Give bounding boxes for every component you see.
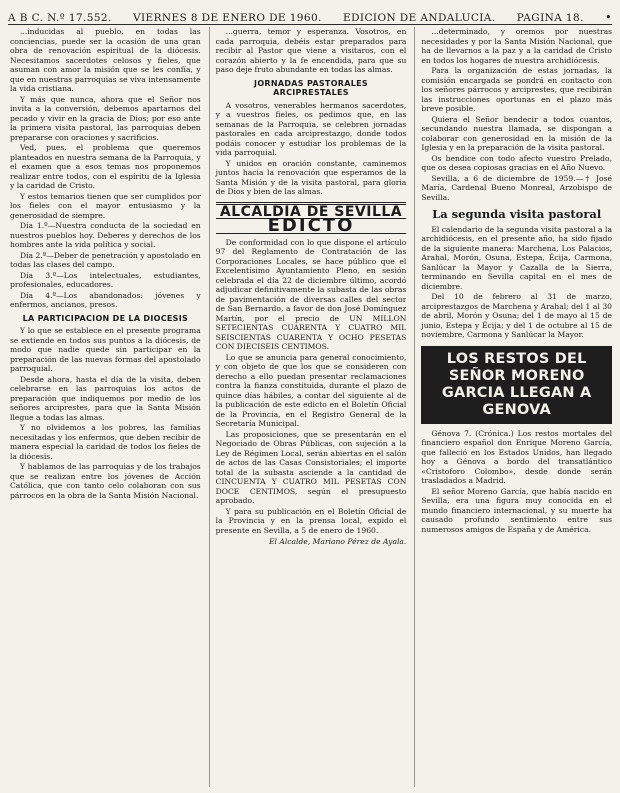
paragraph: Día 3.º—Los intelectuales, estudiantes, profesionales, educadores. [10, 270, 201, 289]
news-headline-banner: LOS RESTOS DEL SEÑOR MORENO GARCIA LLEGAN A GENOVA [421, 346, 612, 424]
paragraph: Y lo que se establece en el presente programa se extiende en todos sus puntos a la diócesis, de modo que nadie quede sin participar en la preparación de las nuevas formas del apostolado parroquial. [10, 326, 201, 373]
column-1 [10, 27, 201, 787]
column-3 [414, 27, 612, 787]
section-subhead: LA PARTICIPACION DE LA DIOCESIS [22, 313, 189, 323]
paragraph: Y no olvidemos a los pobres, las familias necesitadas y los enfermos, que deben recibir de manera especial la caridad de todos los fieles de la diócesis. [10, 423, 201, 461]
article-headline: La segunda visita pastoral [432, 207, 602, 221]
header-date: VIERNES 8 DE ENERO DE 1960. [132, 12, 322, 24]
paragraph: Y más que nunca, ahora que el Señor nos invita a la conversión, debemos apartarnos del pecado y vivir en la gracia de Dios; por eso ante la primera visita pastoral, las parroquias deben prepararse con oraciones y sacrificios. [10, 94, 201, 142]
column-2 [209, 27, 407, 787]
paragraph: Sevilla, a 6 de diciembre de 1959.—† José María, Cardenal Bueno Monreal, Arzobispo de Sevilla. [421, 173, 613, 202]
paragraph: Y para su publicación en el Boletín Oficial de la Provincia y en la prensa local, expido el presente en Sevilla, a 5 de enero de 1960. [215, 506, 407, 535]
article-columns [10, 27, 612, 787]
paragraph: A vosotros, venerables hermanos sacerdotes, y a vuestros fieles, os pedimos que, en las semanas de la Parroquia, se celebren jornadas pastorales en cada arciprestazgo, donde todos podáis conocer y estudiar los problemas de la vida parroquial. [215, 100, 407, 157]
corner-dot-icon: • [605, 11, 612, 24]
paragraph: El calendario de la segunda visita pastoral a la archidiócesis, en el presente año, ha sido fijado de la siguiente manera: Marchena, Los Palacios, Arahal, Morón, Osuna, Estepa, Écija, Carmona, Sanlúcar la Mayor y Cazalla de la Sierra, terminando en Sevilla capital en el mes de diciembre. [421, 224, 613, 291]
paragraph: Día 1.º—Nuestra conducta de la sociedad en nuestros pueblos hoy. Deberes y derechos de los hombres ante la vida política y social. [10, 221, 201, 249]
paragraph: Y estos temarios tienen que ser cumplidos por los fieles con el mayor entusiasmo y la generosidad de siempre. [10, 191, 201, 220]
paragraph: Lo que se anuncia para general conocimiento, y con objeto de que los que se consideren con derecho a ello puedan presentar reclamaciones contra la fianza constituida, durante el plazo de quince días hábiles, a contar del siguiente al de la publicación de este edicto en el Boletín Oficial de la Provincia, en el Registro General de la Secretaría Municipal. [215, 352, 407, 428]
paragraph: ...inducidas al pueblo, en todas las conciencias, puede ser la ocasión de una gran obra de renovación espiritual de la diócesis. Necesitamos sacerdotes celosos y fieles, que asuman con amor la misión que se les confía, y que en nuestras parroquias se viva intensamente la vida cristiana. [10, 27, 201, 93]
paragraph: ...guerra, temor y esperanza. Vosotros, en cada parroquia, debéis estar preparados para recibir al Pastor que viene a visitaros, con el corazón abierto y la fe encendida, para que su paso deje fruto abundante en todas las almas. [215, 27, 407, 74]
paragraph: Día 2.º—Deber de penetración y apostolado en todas las clases del campo. [10, 250, 201, 269]
page-header [8, 4, 612, 25]
edict-signature: El Alcalde, Mariano Pérez de Ayala. [268, 537, 407, 546]
paragraph: Día 4.º—Los abandonados: jóvenes y enfermos, ancianos, presos. [10, 290, 201, 309]
edict-box-subtitle: EDICTO [216, 221, 407, 234]
paragraph: Del 10 de febrero al 31 de marzo, arciprestazgos de Marchena y Arahal; del 1 al 30 de abril, Morón y Osuna; del 1 de mayo al 15 de junio, Estepa y Écija; y del 1 de octubre al 15 de noviembre, Carmona y Sanlúcar la Mayor. [421, 292, 613, 339]
header-issue: A B C. N.º 17.552. [8, 12, 112, 24]
paragraph: Y hablamos de las parroquias y de los trabajos que se realizan entre los jóvenes de Acción Católica, que con tanto celo colaboran con sus párrocos en la obra de la Santa Misión Nacional. [10, 462, 201, 500]
paragraph: Os bendice con todo afecto vuestro Prelado, que os desea copiosas gracias en el Año Nuevo. [421, 153, 613, 172]
paragraph: Quiera el Señor bendecir a todos cuantos, secundando nuestra llamada, se dispongan a colaborar con generosidad en la misión de la Iglesia y en la preparación de la visita pastoral. [421, 114, 613, 152]
paragraph: Y unidos en oración constante, caminemos juntos hacia la renovación que esperamos de la Santa Misión y de la visita pastoral, para gloria de Dios y bien de las almas. [215, 158, 407, 196]
paragraph: Desde ahora, hasta el día de la visita, deben celebrarse en las parroquias los actos de preparación que indiquemos por medio de los señores arciprestes, para que la Santa Misión llegue a todas las almas. [10, 374, 201, 422]
section-subhead: JORNADAS PASTORALES ARCIPRESTALES [254, 78, 368, 97]
paragraph: Las proposiciones, que se presentarán en el Negociado de Obras Públicas, con sujeción a la Ley de Régimen Local, serán abiertas en el salón de actos de las Casas Consistoriales; el importe total de la subasta asciende a la cantidad de CINCUENTA Y CUATRO MIL PESETAS CON DOCE CENTIMOS, según el presupuesto aprobado. [215, 429, 407, 505]
edict-box-title: ALCALDIA DE SEVILLA [216, 202, 407, 220]
paragraph: El señor Moreno García, que había nacido en Sevilla, era una figura muy conocida en el mundo financiero internacional, y su muerte ha causado profundo sentimiento entre sus numerosos amigos de España y de América. [421, 486, 613, 534]
paragraph: Para la organización de estas jornadas, la comisión encargada se pondrá en contacto con los señores párrocos y arciprestes, que recibirán las instrucciones oportunas en el plazo más breve posible. [421, 66, 613, 113]
header-page: PAGINA 18. [516, 12, 584, 24]
paragraph: Ved, pues, el problema que queremos planteados en nuestra semana de la Parroquia, y el examen que a esos temas nos proponemos realizar entre todos, con el espíritu de la Iglesia y la caridad de Cristo. [10, 143, 201, 190]
paragraph: Génova 7. (Crónica.) Los restos mortales del financiero español don Enrique Moreno García, que falleció en los Estados Unidos, han llegado hoy a Génova a bordo del transatlántico «Cristoforo Colombo», desde donde serán trasladados a Madrid. [421, 428, 613, 485]
paragraph: De conformidad con lo que dispone el artículo 97 del Reglamento de Contratación de las Corporaciones Locales, se hace público que el Excelentísimo Ayuntamiento Pleno, en sesión celebrada el día 22 de diciembre último, acordó adjudicar definitivamente la subasta de las obras de pavimentación de diversas calles del sector de San Bernardo, a favor de don José Domínguez Martín, por el precio de UN MILLON SETECIENTAS CUARENTA Y CUATRO MIL SEISCIENTAS CUARENTA Y OCHO PESETAS CON DIECISEIS CENTIMOS. [215, 237, 407, 351]
paragraph: ...determinado, y oremos por nuestras necesidades y por la Santa Misión Nacional, que ha de llevarnos a la paz y a la caridad de Cristo en todos los hogares de nuestra archidiócesis. [421, 27, 613, 65]
header-edition: EDICION DE ANDALUCIA. [343, 12, 496, 24]
